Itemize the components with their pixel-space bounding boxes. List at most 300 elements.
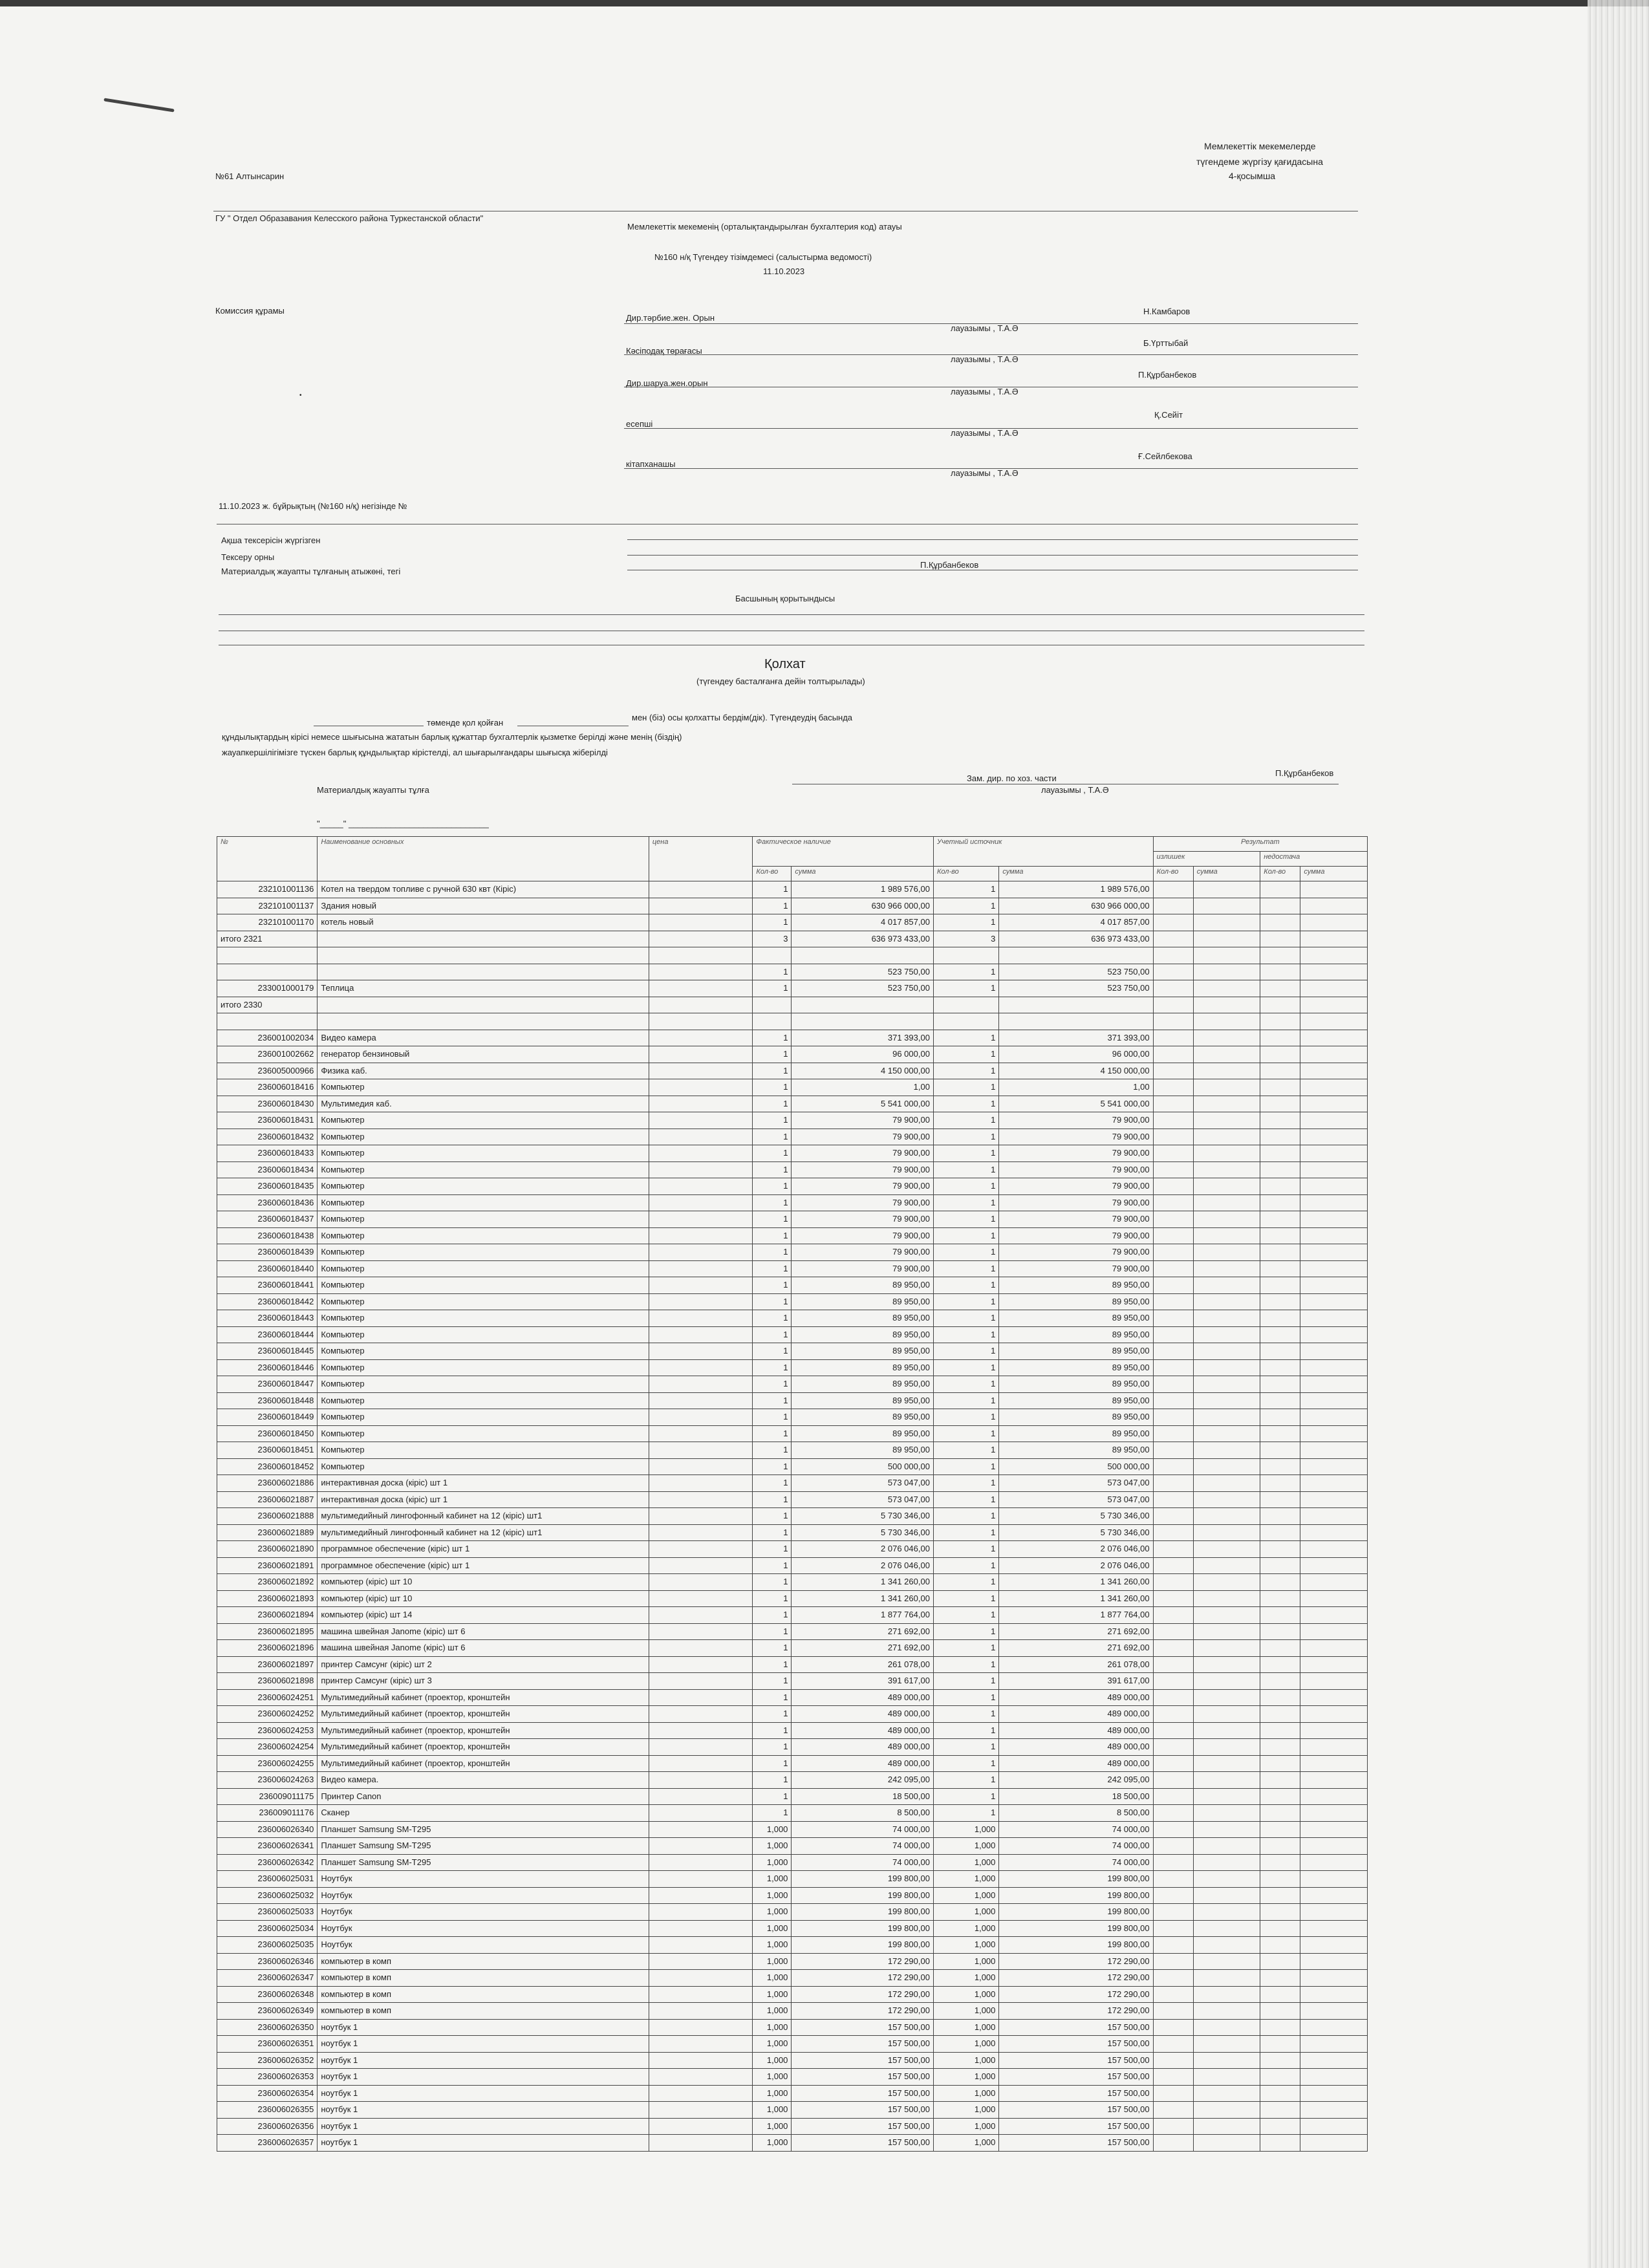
row-acc-sum: 523 750,00 [999, 964, 1153, 980]
row-surplus-qty [1153, 1904, 1193, 1921]
row-acc-qty: 1 [933, 1343, 998, 1360]
row-acc-qty: 1 [933, 1376, 998, 1393]
row-fact-sum: 199 800,00 [792, 1920, 934, 1937]
table-row [217, 1096, 1368, 1112]
row-acc-qty: 1,000 [933, 2019, 998, 2036]
row-surplus-sum [1193, 1260, 1260, 1277]
row-shortage-sum [1300, 1161, 1368, 1178]
row-surplus-qty [1153, 1739, 1193, 1756]
row-price [649, 931, 753, 947]
row-shortage-sum [1300, 1805, 1368, 1822]
col-shortage: недостача [1260, 852, 1368, 867]
row-fact-sum [792, 1013, 934, 1030]
row-acc-sum [999, 947, 1153, 964]
row-name: ноутбук 1 [318, 2118, 649, 2135]
row-surplus-qty [1153, 1013, 1193, 1030]
row-surplus-qty [1153, 1722, 1193, 1739]
col-fact-sum: сумма [792, 867, 934, 881]
row-code: 236006018443 [217, 1310, 318, 1327]
row-surplus-qty [1153, 1772, 1193, 1789]
table-row [217, 931, 1368, 947]
row-surplus-sum [1193, 1904, 1260, 1921]
col-fact: Фактическое наличие [753, 837, 934, 867]
row-name: Компьютер [318, 1211, 649, 1228]
row-shortage-qty [1260, 914, 1300, 931]
row-shortage-qty [1260, 1392, 1300, 1409]
row-acc-sum: 261 078,00 [999, 1656, 1153, 1673]
row-shortage-qty [1260, 2102, 1300, 2119]
row-shortage-sum [1300, 1590, 1368, 1607]
row-acc-sum: 271 692,00 [999, 1640, 1153, 1657]
row-price [649, 2069, 753, 2086]
row-shortage-sum [1300, 1244, 1368, 1261]
row-acc-sum: 79 900,00 [999, 1178, 1153, 1195]
row-acc-qty: 1 [933, 1508, 998, 1525]
row-surplus-sum [1193, 1277, 1260, 1294]
row-name: компьютер (кіріс) шт 10 [318, 1590, 649, 1607]
row-fact-sum: 523 750,00 [792, 964, 934, 980]
row-acc-qty: 3 [933, 931, 998, 947]
row-surplus-qty [1153, 1260, 1193, 1277]
doc-date: 11.10.2023 [763, 266, 805, 276]
row-fact-sum: 79 900,00 [792, 1211, 934, 1228]
row-shortage-sum [1300, 1541, 1368, 1558]
row-surplus-sum [1193, 881, 1260, 898]
row-code: 236006026347 [217, 1970, 318, 1987]
row-fact-qty [753, 997, 792, 1013]
table-row [217, 2069, 1368, 2086]
row-fact-qty: 1 [753, 1590, 792, 1607]
table-row [217, 1689, 1368, 1706]
row-fact-qty: 1 [753, 1046, 792, 1063]
row-price [649, 1788, 753, 1805]
row-acc-sum: 89 950,00 [999, 1425, 1153, 1442]
row-fact-qty: 1,000 [753, 2052, 792, 2069]
row-price [649, 1359, 753, 1376]
row-name: компьютер в комп [318, 1953, 649, 1970]
row-surplus-qty [1153, 1046, 1193, 1063]
row-fact-qty: 1 [753, 1227, 792, 1244]
row-acc-sum: 1 989 576,00 [999, 881, 1153, 898]
row-acc-sum: 1 341 260,00 [999, 1590, 1153, 1607]
row-name: Компьютер [318, 1442, 649, 1459]
row-shortage-qty [1260, 1920, 1300, 1937]
row-price [649, 1409, 753, 1426]
order-text: 11.10.2023 ж. бұйрықтың (№160 н/қ) негізінде № [219, 501, 407, 511]
row-shortage-qty [1260, 1293, 1300, 1310]
row-fact-sum: 1 341 260,00 [792, 1590, 934, 1607]
row-price [649, 1607, 753, 1624]
row-acc-sum: 89 950,00 [999, 1277, 1153, 1294]
row-acc-qty: 1,000 [933, 1970, 998, 1987]
row-name: ноутбук 1 [318, 2036, 649, 2053]
row-surplus-sum [1193, 1887, 1260, 1904]
row-acc-qty: 1 [933, 1260, 998, 1277]
row-shortage-qty [1260, 1524, 1300, 1541]
row-shortage-sum [1300, 1376, 1368, 1393]
row-name: Компьютер [318, 1129, 649, 1145]
row-price [649, 1046, 753, 1063]
row-surplus-qty [1153, 1970, 1193, 1987]
row-acc-qty: 1 [933, 1590, 998, 1607]
row-surplus-qty [1153, 1277, 1193, 1294]
row-shortage-sum [1300, 1838, 1368, 1855]
row-shortage-sum [1300, 1194, 1368, 1211]
row-name: мультимедийный лингофонный кабинет на 12 (кіріс) шт1 [318, 1508, 649, 1525]
row-name: машина швейная Janome (кіріс) шт 6 [318, 1623, 649, 1640]
row-acc-sum: 5 541 000,00 [999, 1096, 1153, 1112]
head-line-1 [219, 614, 1364, 615]
row-price [649, 1838, 753, 1855]
row-surplus-sum [1193, 2003, 1260, 2020]
row-acc-sum: 79 900,00 [999, 1161, 1153, 1178]
row-code: 236006018432 [217, 1129, 318, 1145]
row-name: Ноутбук [318, 1920, 649, 1937]
table-row [217, 1953, 1368, 1970]
table-row [217, 1607, 1368, 1624]
row-acc-qty [933, 947, 998, 964]
row-name: Мультимедийный кабинет (проектор, кронштейн [318, 1706, 649, 1723]
table-row [217, 1277, 1368, 1294]
row-acc-sum: 523 750,00 [999, 980, 1153, 997]
row-name: Мультимедийный кабинет (проектор, кронштейн [318, 1755, 649, 1772]
row-fact-sum: 199 800,00 [792, 1937, 934, 1954]
row-code: 236006018446 [217, 1359, 318, 1376]
row-acc-sum: 489 000,00 [999, 1722, 1153, 1739]
row-price [649, 1920, 753, 1937]
row-fact-qty: 1 [753, 1409, 792, 1426]
mol-position: Зам. дир. по хоз. части [967, 773, 1057, 783]
row-acc-sum: 199 800,00 [999, 1920, 1153, 1937]
row-acc-qty: 1 [933, 1722, 998, 1739]
table-row [217, 1129, 1368, 1145]
row-surplus-qty [1153, 1310, 1193, 1327]
row-shortage-sum [1300, 2052, 1368, 2069]
row-acc-sum [999, 1013, 1153, 1030]
row-acc-qty: 1 [933, 964, 998, 980]
row-surplus-qty [1153, 1359, 1193, 1376]
row-name: Планшет Samsung SM-T295 [318, 1854, 649, 1871]
row-acc-qty: 1 [933, 1524, 998, 1541]
row-price [649, 1227, 753, 1244]
commission-label: Комиссия құрамы [215, 306, 285, 316]
row-price [649, 1145, 753, 1162]
row-shortage-qty [1260, 2036, 1300, 2053]
row-surplus-sum [1193, 1854, 1260, 1871]
row-acc-sum: 172 290,00 [999, 1986, 1153, 2003]
row-code: 236006024251 [217, 1689, 318, 1706]
row-shortage-qty [1260, 1871, 1300, 1888]
row-shortage-sum [1300, 1211, 1368, 1228]
row-shortage-qty [1260, 1953, 1300, 1970]
row-fact-qty: 1 [753, 1359, 792, 1376]
row-shortage-qty [1260, 1260, 1300, 1277]
row-fact-sum: 79 900,00 [792, 1161, 934, 1178]
row-surplus-qty [1153, 1805, 1193, 1822]
row-fact-sum: 157 500,00 [792, 2019, 934, 2036]
row-code: 236009011176 [217, 1805, 318, 1822]
row-fact-sum: 157 500,00 [792, 2052, 934, 2069]
receipt-line1-a: төменде қол қойған [427, 718, 504, 728]
row-shortage-qty [1260, 1227, 1300, 1244]
row-acc-sum: 89 950,00 [999, 1409, 1153, 1426]
row-surplus-qty [1153, 1326, 1193, 1343]
row-price [649, 1524, 753, 1541]
row-code: 236006018444 [217, 1326, 318, 1343]
col-fact-qty: Кол-во [753, 867, 792, 881]
row-fact-sum: 74 000,00 [792, 1854, 934, 1871]
row-fact-qty: 1 [753, 1706, 792, 1723]
row-price [649, 1063, 753, 1079]
row-surplus-sum [1193, 1392, 1260, 1409]
row-acc-qty: 1 [933, 980, 998, 997]
table-row [217, 1458, 1368, 1475]
row-fact-qty: 1 [753, 1524, 792, 1541]
row-acc-sum: 79 900,00 [999, 1244, 1153, 1261]
row-code: 236006026353 [217, 2069, 318, 2086]
table-row [217, 1211, 1368, 1228]
annex-line-1: Мемлекеттік мекемелерде [1204, 141, 1316, 151]
col-acc-qty: Кол-во [933, 867, 998, 881]
row-fact-qty: 1 [753, 1079, 792, 1096]
row-shortage-sum [1300, 2036, 1368, 2053]
row-fact-sum: 199 800,00 [792, 1904, 934, 1921]
row-code: 236006021897 [217, 1656, 318, 1673]
row-surplus-sum [1193, 1244, 1260, 1261]
row-surplus-sum [1193, 1096, 1260, 1112]
row-surplus-qty [1153, 914, 1193, 931]
table-row [217, 1788, 1368, 1805]
school-name: №61 Алтынсарин [215, 171, 285, 181]
row-shortage-qty [1260, 1706, 1300, 1723]
table-row [217, 1046, 1368, 1063]
row-surplus-sum [1193, 1409, 1260, 1426]
table-row [217, 1161, 1368, 1178]
annex-line-3: 4-қосымша [1229, 171, 1276, 181]
row-fact-sum: 74 000,00 [792, 1838, 934, 1855]
inventory-table [217, 836, 1368, 2152]
inventory-rows [217, 881, 1368, 2152]
row-code: 236006024254 [217, 1739, 318, 1756]
row-acc-qty: 1 [933, 1161, 998, 1178]
row-code: 236006021896 [217, 1640, 318, 1657]
table-row [217, 1673, 1368, 1690]
row-fact-qty: 1 [753, 1343, 792, 1360]
row-shortage-sum [1300, 881, 1368, 898]
row-shortage-sum [1300, 1821, 1368, 1838]
row-shortage-qty [1260, 931, 1300, 947]
row-acc-sum: 18 500,00 [999, 1788, 1153, 1805]
row-surplus-qty [1153, 1590, 1193, 1607]
row-fact-sum: 1 341 260,00 [792, 1574, 934, 1591]
row-surplus-sum [1193, 1425, 1260, 1442]
row-fact-sum: 630 966 000,00 [792, 898, 934, 914]
row-shortage-sum [1300, 2003, 1368, 2020]
row-fact-qty: 1 [753, 1030, 792, 1046]
row-shortage-qty [1260, 947, 1300, 964]
stray-mark: • [299, 392, 302, 399]
row-acc-qty: 1,000 [933, 1854, 998, 1871]
row-surplus-sum [1193, 1458, 1260, 1475]
row-surplus-qty [1153, 1607, 1193, 1624]
row-acc-sum: 74 000,00 [999, 1854, 1153, 1871]
row-code: 236006021887 [217, 1491, 318, 1508]
row-acc-sum: 172 290,00 [999, 2003, 1153, 2020]
row-fact-sum: 172 290,00 [792, 1953, 934, 1970]
row-shortage-qty [1260, 1623, 1300, 1640]
pen-mark [103, 98, 174, 112]
row-price [649, 2102, 753, 2119]
row-shortage-qty [1260, 1409, 1300, 1426]
table-row [217, 1557, 1368, 1574]
row-shortage-qty [1260, 1046, 1300, 1063]
table-row [217, 1739, 1368, 1756]
table-row [217, 1590, 1368, 1607]
row-price [649, 881, 753, 898]
row-price [649, 2019, 753, 2036]
row-name: Компьютер [318, 1376, 649, 1393]
row-fact-sum: 391 617,00 [792, 1673, 934, 1690]
table-row [217, 1178, 1368, 1195]
row-code: 233001000179 [217, 980, 318, 997]
row-surplus-sum [1193, 931, 1260, 947]
row-code: 236006021889 [217, 1524, 318, 1541]
row-shortage-qty [1260, 1194, 1300, 1211]
col-surplus: излишек [1153, 852, 1260, 867]
row-shortage-sum [1300, 1656, 1368, 1673]
row-acc-qty: 1 [933, 914, 998, 931]
row-name: Ноутбук [318, 1871, 649, 1888]
row-shortage-sum [1300, 898, 1368, 914]
table-row [217, 1541, 1368, 1558]
row-fact-sum: 271 692,00 [792, 1623, 934, 1640]
row-surplus-sum [1193, 1953, 1260, 1970]
table-row [217, 2085, 1368, 2102]
row-fact-qty: 1 [753, 1392, 792, 1409]
row-fact-qty: 1,000 [753, 1970, 792, 1987]
row-code: 236006018442 [217, 1293, 318, 1310]
row-shortage-sum [1300, 1640, 1368, 1657]
row-code: 236006018433 [217, 1145, 318, 1162]
row-fact-qty: 1 [753, 914, 792, 931]
table-row [217, 1227, 1368, 1244]
col-acc-sum: сумма [999, 867, 1153, 881]
row-surplus-qty [1153, 1623, 1193, 1640]
row-name: компьютер в комп [318, 2003, 649, 2020]
row-name: котель новый [318, 914, 649, 931]
row-fact-sum: 157 500,00 [792, 2085, 934, 2102]
row-fact-sum: 157 500,00 [792, 2036, 934, 2053]
row-fact-qty: 1 [753, 898, 792, 914]
row-name [318, 997, 649, 1013]
row-price [649, 1722, 753, 1739]
row-shortage-sum [1300, 1063, 1368, 1079]
member-2-position: Кәсіподақ төрағасы [626, 346, 702, 356]
row-acc-sum: 157 500,00 [999, 2052, 1153, 2069]
row-surplus-sum [1193, 1838, 1260, 1855]
row-surplus-sum [1193, 1079, 1260, 1096]
row-name: Компьютер [318, 1227, 649, 1244]
row-fact-sum: 89 950,00 [792, 1392, 934, 1409]
table-row [217, 1079, 1368, 1096]
row-acc-qty: 1 [933, 1689, 998, 1706]
row-surplus-sum [1193, 1030, 1260, 1046]
row-code: 232101001136 [217, 881, 318, 898]
row-fact-qty: 1 [753, 1541, 792, 1558]
row-acc-sum: 74 000,00 [999, 1838, 1153, 1855]
row-name: ноутбук 1 [318, 2102, 649, 2119]
row-fact-sum: 79 900,00 [792, 1194, 934, 1211]
row-price [649, 1805, 753, 1822]
row-shortage-sum [1300, 1227, 1368, 1244]
row-surplus-qty [1153, 1854, 1193, 1871]
row-surplus-sum [1193, 1821, 1260, 1838]
row-shortage-qty [1260, 1310, 1300, 1327]
row-shortage-sum [1300, 2019, 1368, 2036]
row-shortage-sum [1300, 1574, 1368, 1591]
row-price [649, 2118, 753, 2135]
row-acc-sum: 172 290,00 [999, 1953, 1153, 1970]
row-fact-qty: 1 [753, 1623, 792, 1640]
row-acc-sum: 89 950,00 [999, 1326, 1153, 1343]
row-fact-sum: 157 500,00 [792, 2102, 934, 2119]
row-shortage-qty [1260, 1178, 1300, 1195]
row-fact-sum: 157 500,00 [792, 2118, 934, 2135]
row-shortage-sum [1300, 964, 1368, 980]
table-row [217, 1442, 1368, 1459]
row-surplus-sum [1193, 1343, 1260, 1360]
row-acc-qty: 1 [933, 1079, 998, 1096]
row-acc-qty [933, 997, 998, 1013]
row-acc-sum: 4 017 857,00 [999, 914, 1153, 931]
row-fact-sum: 18 500,00 [792, 1788, 934, 1805]
row-surplus-qty [1153, 1821, 1193, 1838]
row-fact-sum: 5 541 000,00 [792, 1096, 934, 1112]
table-row [217, 1030, 1368, 1046]
row-fact-qty: 1,000 [753, 2069, 792, 2086]
row-shortage-qty [1260, 1640, 1300, 1657]
row-name: Компьютер [318, 1343, 649, 1360]
row-code: 236006025033 [217, 1904, 318, 1921]
row-shortage-sum [1300, 1904, 1368, 1921]
row-price [649, 1656, 753, 1673]
row-shortage-sum [1300, 2085, 1368, 2102]
row-code: 236006026357 [217, 2135, 318, 2152]
row-fact-qty: 1 [753, 1673, 792, 1690]
row-code: 236001002034 [217, 1030, 318, 1046]
row-acc-qty: 1 [933, 1475, 998, 1492]
row-code: итого 2321 [217, 931, 318, 947]
row-code: 236006018449 [217, 1409, 318, 1426]
row-fact-qty [753, 1013, 792, 1030]
table-row [217, 1508, 1368, 1525]
row-acc-sum: 79 900,00 [999, 1194, 1153, 1211]
row-price [649, 1970, 753, 1987]
row-code: 236006021891 [217, 1557, 318, 1574]
row-shortage-sum [1300, 997, 1368, 1013]
row-shortage-sum [1300, 1739, 1368, 1756]
row-shortage-qty [1260, 1722, 1300, 1739]
row-acc-qty: 1,000 [933, 2118, 998, 2135]
row-acc-qty: 1,000 [933, 1986, 998, 2003]
row-shortage-qty [1260, 1937, 1300, 1954]
row-surplus-sum [1193, 1442, 1260, 1459]
row-code: 236006021894 [217, 1607, 318, 1624]
row-name: программное обеспечение (кіріс) шт 1 [318, 1557, 649, 1574]
row-fact-qty: 1 [753, 1491, 792, 1508]
row-surplus-qty [1153, 1673, 1193, 1690]
row-surplus-sum [1193, 1673, 1260, 1690]
